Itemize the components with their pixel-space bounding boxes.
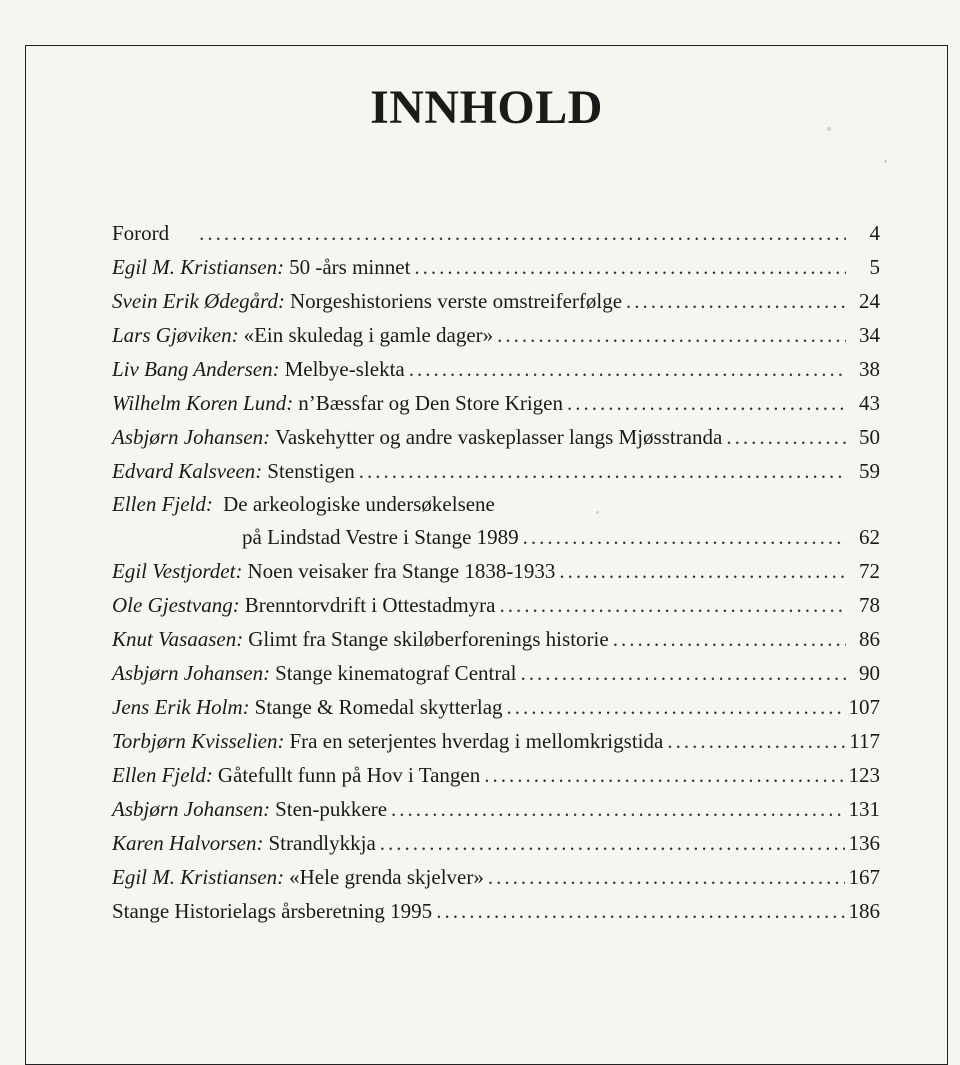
toc-entry-title-continued: på Lindstad Vestre i Stange 1989: [242, 525, 519, 549]
toc-entry-title: Stenstigen: [267, 459, 355, 483]
dot-leader: [391, 792, 844, 826]
dot-leader: [567, 386, 846, 420]
toc-entry-page: 86: [859, 627, 880, 651]
dot-leader: [523, 520, 846, 554]
toc-entry: [112, 792, 880, 826]
toc-entry-title: De arkeologiske undersøkelsene: [223, 492, 495, 516]
toc-entry-author: Jens Erik Holm:: [112, 695, 250, 719]
toc-entry-page: 123: [848, 763, 880, 787]
toc-entry-page: 5: [869, 255, 880, 279]
toc-entry: [112, 656, 880, 690]
dot-leader: [667, 724, 845, 758]
toc-entry: [112, 622, 880, 656]
dot-leader: [488, 860, 845, 894]
dot-leader: [414, 250, 846, 284]
dot-leader: [497, 318, 846, 352]
toc-entry-author: Asbjørn Johansen:: [112, 661, 271, 685]
toc-entry-author: Liv Bang Andersen:: [112, 357, 280, 381]
toc-entry: [112, 860, 880, 894]
toc-entry: [112, 250, 880, 284]
toc-entry: [112, 454, 880, 488]
toc-entry-title: Stange Historielags årsberetning 1995: [112, 899, 433, 923]
toc-entry: [112, 826, 880, 860]
toc-entry-title: Brenntorvdrift i Ottestadmyra: [244, 593, 496, 617]
page-title: INNHOLD: [370, 81, 603, 134]
toc-entry-page: 38: [859, 357, 880, 381]
toc-entry-page: 78: [859, 593, 880, 617]
dot-leader: [521, 656, 847, 690]
toc-entry-title: 50 -års minnet: [289, 255, 411, 279]
toc-entry-author: Ellen Fjeld:: [112, 492, 213, 516]
toc-entry: [112, 318, 880, 352]
toc-entry-author: Ole Gjestvang:: [112, 593, 240, 617]
dot-leader: [613, 622, 846, 656]
toc-entry-title: Norgeshistoriens verste omstreiferfølge: [290, 289, 623, 313]
toc-entry-author: Lars Gjøviken:: [112, 323, 239, 347]
dot-leader: [500, 588, 847, 622]
toc-entry: [112, 284, 880, 318]
dot-leader: [726, 420, 846, 454]
toc-entry-page: 186: [848, 899, 880, 923]
toc-entry-title: Forord: [112, 221, 170, 245]
toc-entry-page: 107: [848, 695, 880, 719]
toc-entry-author: Egil M. Kristiansen:: [112, 865, 285, 889]
toc-entry-page: 59: [859, 459, 880, 483]
toc-entry-title: Melbye-slekta: [284, 357, 405, 381]
table-of-contents: [112, 216, 880, 928]
toc-entry-page: 62: [859, 525, 880, 549]
dot-leader: [484, 758, 844, 792]
toc-entry-author: Karen Halvorsen:: [112, 831, 264, 855]
toc-entry: [112, 216, 880, 250]
toc-entry: [112, 420, 880, 454]
toc-entry-page: 43: [859, 391, 880, 415]
toc-entry-page: 117: [849, 729, 880, 753]
toc-entry-author: Knut Vasaasen:: [112, 627, 244, 651]
toc-entry-title: «Hele grenda skjelver»: [289, 865, 484, 889]
toc-entry: [112, 386, 880, 420]
toc-entry-author: Asbjørn Johansen:: [112, 797, 271, 821]
toc-entry-author: Egil Vestjordet:: [112, 559, 243, 583]
toc-entry: [112, 894, 880, 928]
toc-entry: [112, 724, 880, 758]
toc-entry-title: Stange & Romedal skytterlag: [254, 695, 503, 719]
toc-entry-title: Gåtefullt funn på Hov i Tangen: [217, 763, 481, 787]
toc-entry-page: 34: [859, 323, 880, 347]
dot-leader: [409, 352, 846, 386]
toc-entry-page: 50: [859, 425, 880, 449]
toc-entry-page: 24: [859, 289, 880, 313]
toc-entry-page: 167: [848, 865, 880, 889]
toc-entry-author: Svein Erik Ødegård:: [112, 289, 286, 313]
toc-entry-page: 4: [869, 221, 880, 245]
toc-entry: [112, 690, 880, 724]
toc-entry-author: Egil M. Kristiansen:: [112, 255, 285, 279]
toc-entry-title: Sten-pukkere: [275, 797, 388, 821]
toc-entry: [112, 352, 880, 386]
toc-entry-author: Ellen Fjeld:: [112, 763, 213, 787]
toc-entry-title: Fra en seterjentes hverdag i mellomkrigstida: [289, 729, 664, 753]
toc-entry-page: 131: [848, 797, 880, 821]
toc-entry-page: 72: [859, 559, 880, 583]
toc-entry-title: n’Bæssfar og Den Store Krigen: [298, 391, 564, 415]
dot-leader: [559, 554, 846, 588]
toc-entry-title: «Ein skuledag i gamle dager»: [243, 323, 494, 347]
dot-leader: [359, 454, 846, 488]
toc-entry-author: Torbjørn Kvisselien:: [112, 729, 285, 753]
toc-entry-title: Vaskehytter og andre vaskeplasser langs Mjøsstranda: [275, 425, 723, 449]
dot-leader: [626, 284, 846, 318]
toc-entry-title: Stange kinematograf Central: [275, 661, 517, 685]
toc-entry-author: Asbjørn Johansen:: [112, 425, 271, 449]
dot-leader: [436, 894, 844, 928]
toc-entry-title: Glimt fra Stange skiløberforenings historie: [248, 627, 609, 651]
toc-entry: [112, 588, 880, 622]
toc-entry-author: Wilhelm Koren Lund:: [112, 391, 294, 415]
toc-entry: [112, 758, 880, 792]
toc-entry-title: Noen veisaker fra Stange 1838-1933: [247, 559, 556, 583]
toc-entry-page: 136: [848, 831, 880, 855]
dot-leader: [507, 690, 845, 724]
toc-entry-author: Edvard Kalsveen:: [112, 459, 263, 483]
dot-leader: [199, 216, 846, 250]
toc-entry: [112, 488, 880, 554]
toc-entry-title: Strandlykkja: [268, 831, 376, 855]
toc-entry: [112, 554, 880, 588]
dot-leader: [380, 826, 845, 860]
toc-entry-page: 90: [859, 661, 880, 685]
